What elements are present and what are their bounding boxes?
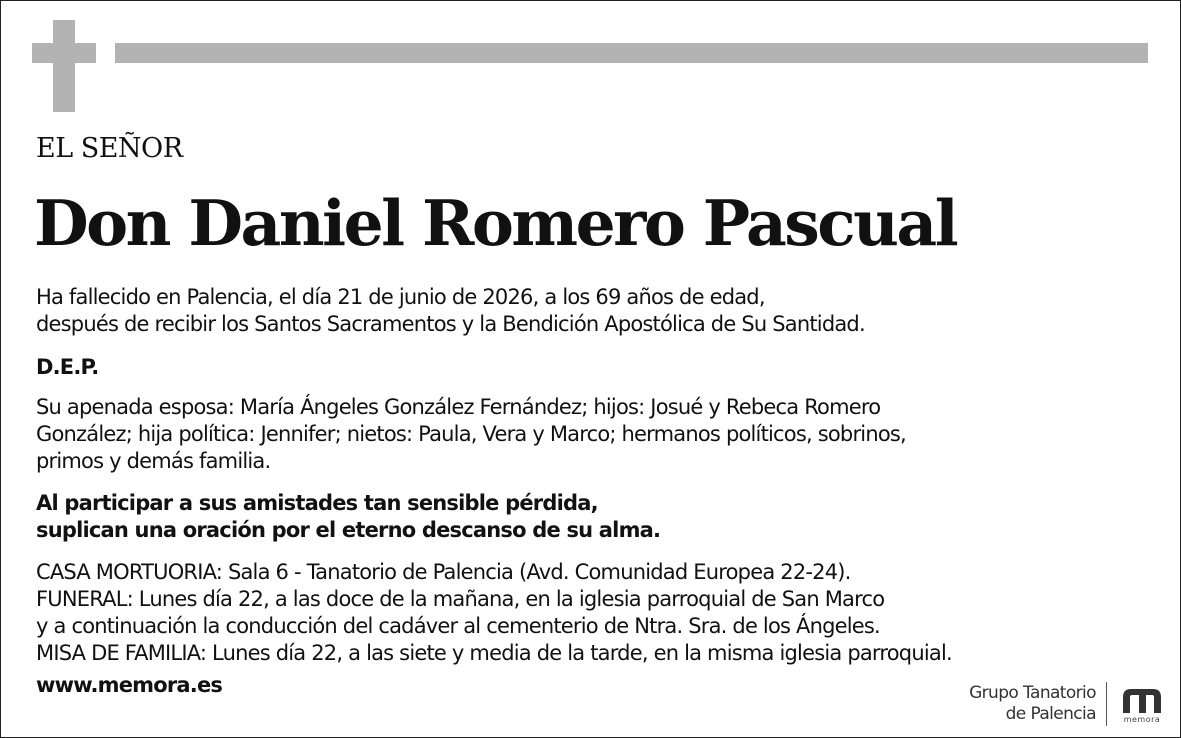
details-line-conduccion: y a continuación la conducción del cadáver al cementerio de Ntra. Sra. de los Ángeles. [36,614,880,638]
intro-line: después de recibir los Santos Sacramentos y la Bendición Apostólica de Su Santidad. [36,312,865,336]
honorific: EL SEÑOR [36,133,183,164]
appeal-line: Al participar a sus amistades tan sensible pérdida, [36,491,598,515]
appeal-paragraph [36,490,660,544]
brand-line: Grupo Tanatorio [969,683,1096,703]
intro-line: Ha fallecido en Palencia, el día 21 de junio de 2026, a los 69 años de edad, [36,285,765,309]
website-link[interactable]: www.memora.es [36,673,223,697]
family-line: Su apenada esposa: María Ángeles González Fernández; hijos: Josué y Rebeca Romero [36,395,881,419]
details-line-misa: MISA DE FAMILIA: Lunes día 22, a las siete y media de la tarde, en la misma iglesia parroquial. [36,641,952,665]
details-line-casa-mortuoria: CASA MORTUORIA: Sala 6 - Tanatorio de Palencia (Avd. Comunidad Europea 22-24). [36,560,851,584]
deceased-name: Don Daniel Romero Pascual [34,186,957,260]
family-line: González; hija política: Jennifer; nietos: Paula, Vera y Marco; hermanos políticos, sobrinos, [36,422,906,446]
cross-icon-horizontal [32,43,96,63]
dep-label: D.E.P. [36,355,99,379]
intro-paragraph [36,284,865,338]
cross-icon-vertical [53,20,75,112]
header-bar-divider [115,43,1148,63]
details-paragraph [36,559,952,667]
brand-name [969,683,1096,725]
family-line: primos y demás familia. [36,449,271,473]
brand-line: de Palencia [1005,704,1096,724]
funeral-home-branding [969,680,1167,728]
details-line-funeral: FUNERAL: Lunes día 22, a las doce de la mañana, en la iglesia parroquial de San Marco [36,587,885,611]
memora-logo [1117,685,1167,724]
appeal-line: suplican una oración por el eterno descanso de su alma. [36,518,661,542]
family-paragraph [36,394,906,475]
memora-m-icon [1120,685,1164,715]
brand-divider [1106,682,1107,726]
memora-logo-word: memora [1123,714,1161,724]
